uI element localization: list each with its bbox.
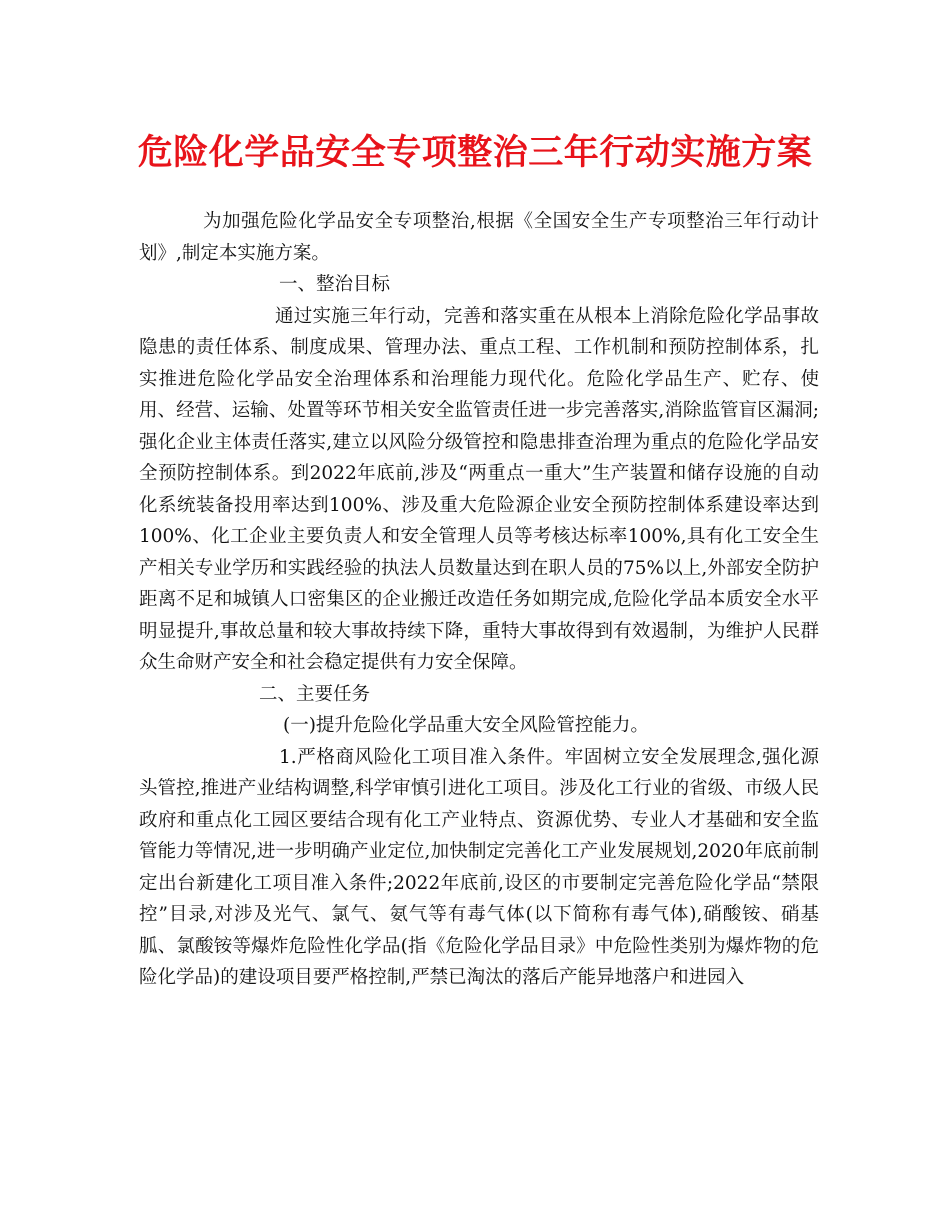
section-goals-paragraph: 通过实施三年行动，完善和落实重在从根本上消除危险化学品事故隐患的责任体系、制度成果、管理办法、重点工程、工作机制和预防控制体系，扎实推进危险化学品安全治理体系和治理能力现代化。危险化学品生产、贮存、使用、经营、运输、处置等环节相关安全监管责任进一步完善落实,消除监管盲区漏洞;强化企业主体责任落实,建立以风险分级管控和隐患排查治理为重点的危险化学品安全预防控制体系。到2022年底前,涉及“两重点一重大”生产装置和储存设施的自动化系统装备投用率达到100%、涉及重大危险源企业安全预防控制体系建设率达到100%、化工企业主要负责人和安全管理人员等考核达标率100%,具有化工安全生产相关专业学历和实践经验的执法人员数量达到在职人员的75%以上,外部安全防护距离不足和城镇人口密集区的企业搬迁改造任务如期完成,危险化学品本质安全水平明显提升,事故总量和较大事故持续下降，重特大事故得到有效遏制，为维护人民群众生命财产安全和社会稳定提供有力安全保障。 xyxy=(139,305,819,673)
document-title: 危险化学品安全专项整治三年行动实施方案 xyxy=(137,132,813,173)
section-heading-goals: 一、整治目标 xyxy=(279,274,391,295)
intro-paragraph: 为加强危险化学品安全专项整治,根据《全国安全生产专项整治三年行动计划》,制定本实施方案。 xyxy=(139,211,819,264)
subsection-heading-risk-control: (一)提升危险化学品重大安全风险管控能力。 xyxy=(283,715,649,736)
section-heading-tasks: 二、主要任务 xyxy=(259,683,371,705)
task-item-1-paragraph: 1.严格商风险化工项目准入条件。牢固树立安全发展理念,强化源头管控,推进产业结构调整,科学审慎引进化工项目。涉及化工行业的省级、市级人民政府和重点化工园区要结合现有化工产业特点、资源优势、专业人才基础和安全监管能力等情况,进一步明确产业定位,加快制定完善化工产业发展规划,2020年底前制定出台新建化工项目准入条件;2022年底前,设区的市要制定完善危险化学品“禁限控”目录,对涉及光气、氯气、氨气等有毒气体(以下简称有毒气体),硝酸铵、硝基胍、氯酸铵等爆炸危险性化学品(指《危险化学品目录》中危险性类别为爆炸物的危险化学品)的建设项目要严格控制,严禁已淘汰的落后产能异地落户和进园入 xyxy=(139,746,819,988)
document-body xyxy=(139,206,819,994)
